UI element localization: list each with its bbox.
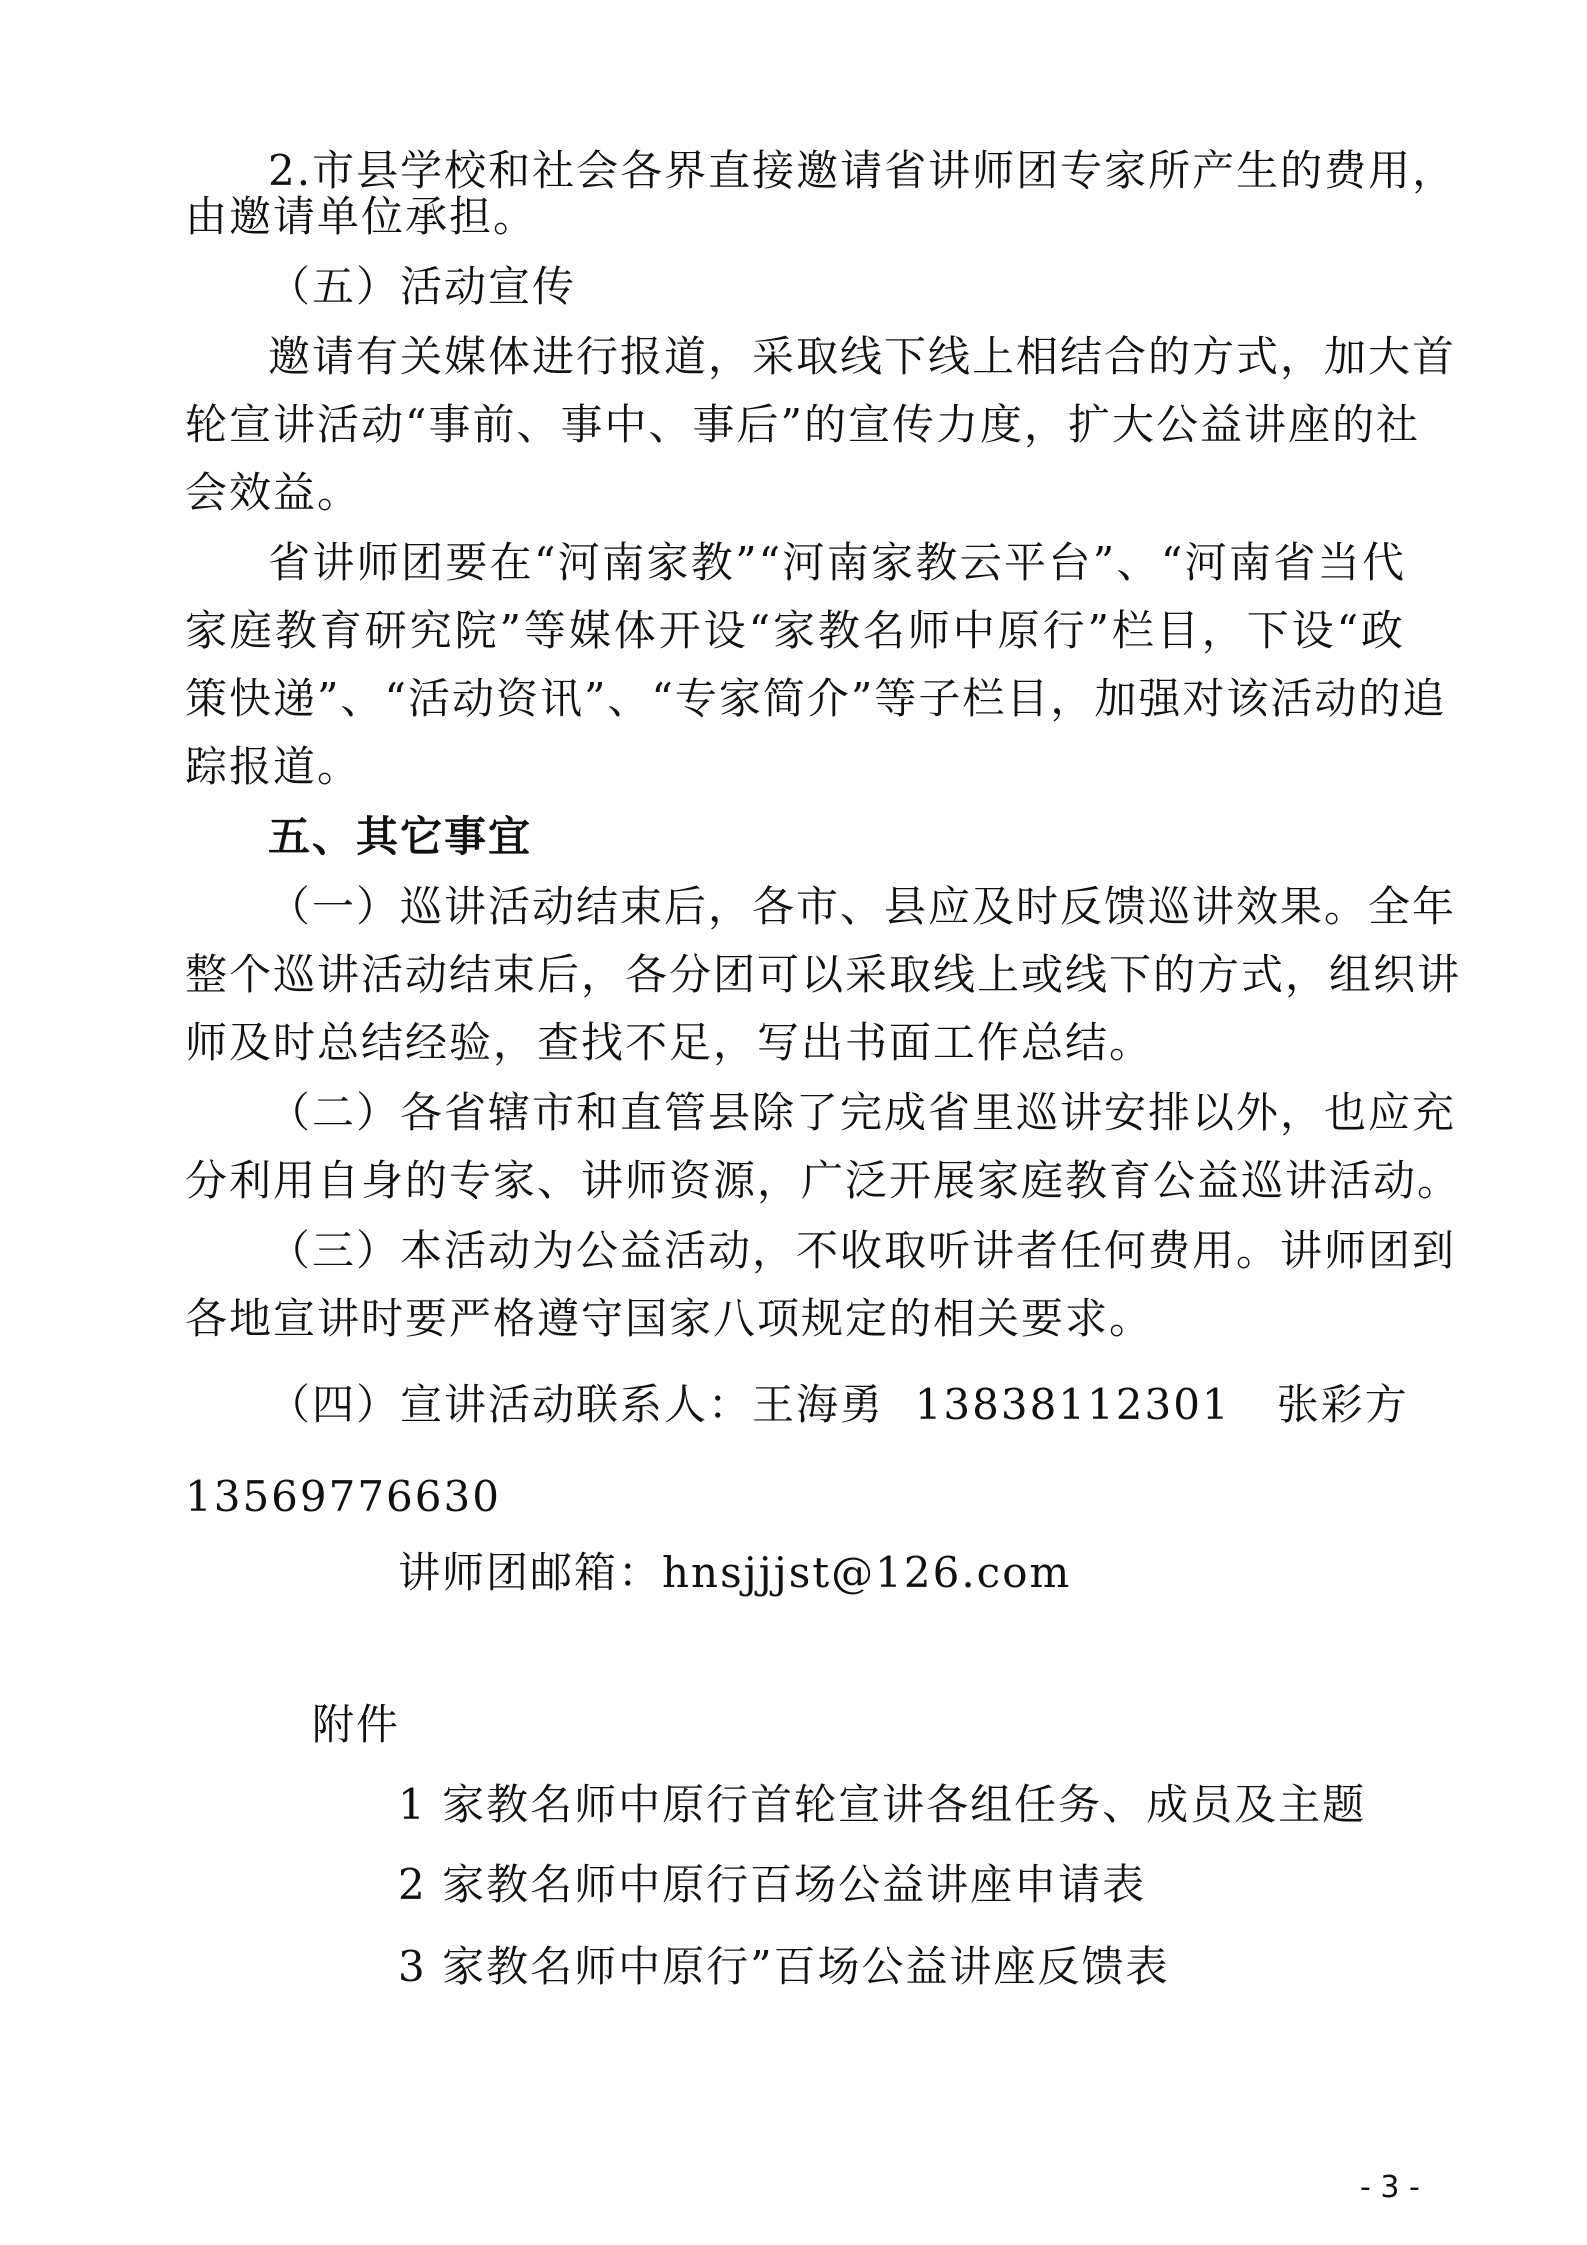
paragraph-line: 家庭教育研究院”等媒体开设“家教名师中原行”栏目，下设“政 <box>185 606 1405 655</box>
paragraph-line: 会效益。 <box>185 468 362 517</box>
paragraph-line: 踪报道。 <box>185 742 362 791</box>
attachment-heading: 附件 <box>312 1700 401 1749</box>
paragraph-line: （一）巡讲活动结束后，各市、县应及时反馈巡讲效果。全年 <box>268 882 1457 931</box>
section-subheading: （五）活动宣传 <box>268 262 577 311</box>
paragraph-line: 2.市县学校和社会各界直接邀请省讲师团专家所产生的费用， <box>268 146 1457 195</box>
paragraph-line: （二）各省辖市和直管县除了完成省里巡讲安排以外，也应充 <box>268 1088 1457 1137</box>
attachment-item: 3 家教名师中原行”百场公益讲座反馈表 <box>398 1942 1170 1991</box>
paragraph-line: 各地宣讲时要严格遵守国家八项规定的相关要求。 <box>185 1294 1154 1343</box>
contact-phone: 13569776630 <box>185 1472 501 1521</box>
page-number: - 3 - <box>1360 2170 1420 2205</box>
attachment-item: 1 家教名师中原行首轮宣讲各组任务、成员及主题 <box>398 1780 1367 1829</box>
paragraph-line: （三）本活动为公益活动，不收取听讲者任何费用。讲师团到 <box>268 1226 1457 1275</box>
contact-line: （四）宣讲活动联系人：王海勇 13838112301 张彩方 <box>268 1380 1409 1429</box>
paragraph-line: 由邀请单位承担。 <box>185 192 538 241</box>
attachment-item: 2 家教名师中原行百场公益讲座申请表 <box>398 1860 1147 1909</box>
paragraph-line: 整个巡讲活动结束后，各分团可以采取线上或线下的方式，组织讲 <box>185 950 1462 999</box>
contact-email: 讲师团邮箱：hnsjjjst@126.com <box>398 1548 1072 1597</box>
paragraph-line: 分利用自身的专家、讲师资源，广泛开展家庭教育公益巡讲活动。 <box>185 1156 1462 1205</box>
paragraph-line: 省讲师团要在“河南家教”“河南家教云平台”、“河南省当代 <box>268 538 1406 587</box>
paragraph-line: 邀请有关媒体进行报道，采取线下线上相结合的方式，加大首 <box>268 332 1457 381</box>
paragraph-line: 策快递”、“活动资讯”、“专家简介”等子栏目，加强对该活动的追 <box>185 674 1447 723</box>
paragraph-line: 轮宣讲活动“事前、事中、事后”的宣传力度，扩大公益讲座的社 <box>185 400 1420 449</box>
section-heading: 五、其它事宜 <box>268 812 533 861</box>
paragraph-line: 师及时总结经验，查找不足，写出书面工作总结。 <box>185 1018 1154 1067</box>
